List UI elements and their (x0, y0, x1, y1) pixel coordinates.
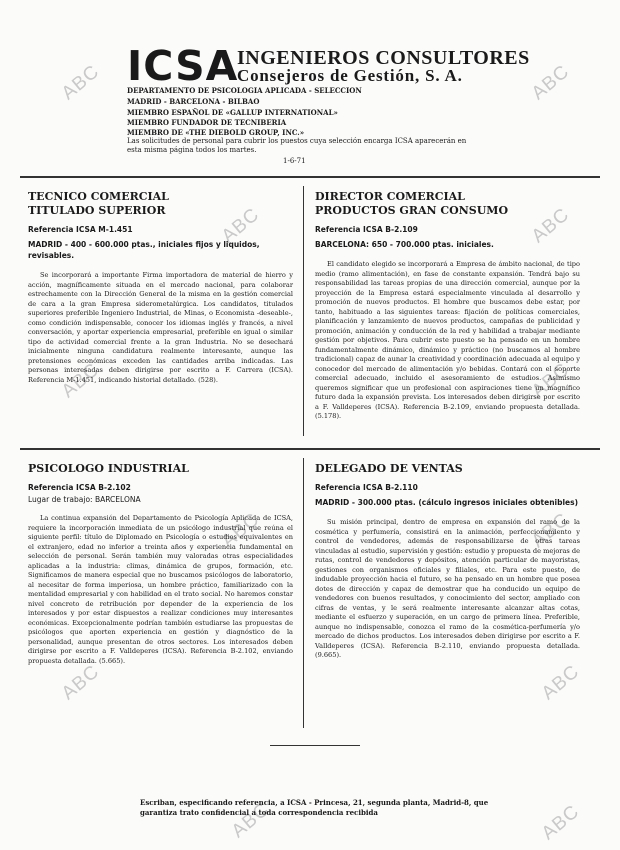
header-line: MIEMBRO DE «THE DIEBOLD GROUP, INC.» (127, 128, 305, 137)
ad-salary: MADRID - 400 - 600.000 ptas., iniciales fijos y liquidos, revisables. (28, 240, 260, 260)
header-note: Las solicitudes de personal para cubrir los puestos cuya selección encarga ICSA aparecerán en esta misma página todos los martes. (127, 137, 467, 154)
header-divider (20, 176, 600, 178)
watermark: ABC (57, 61, 104, 105)
ad-body: La continua expansión del Departamento de Psicología Aplicada de ICSA, requiere la incorporación inmediata de un psicólogo industrial que reúna el siguiente perfil: título de Diplomado en Psicología o estudios equivalentes en el extranjero, edad no inferior a treinta años y experiencia fundamental en selección de personal. Serán también muy valoradas otras especialidades aplicadas a la industria: climas, dinámica de grupos, formación, etc. Significamos de manera especial que no buscamos psicólogos de laboratorio, al necesitar de forma imperiosa, un hombre práctico, familiarizado con la mentalidad empresarial y con habilidad en el trato social. No haremos constar nivel concreto de retribución por depender de la experiencia de los interesados y por estar dispuestos a realizar condiciones muy interesantes económicas. Excepcionalmente podrían también estudiarse las propuestas de psicólogos que aporten experiencia en gestión y diagnóstico de la personalidad, aunque presentan de otros sectores. Los interesados deben dirigirse por escrito a F. Valldeperes (ICSA). Referencia B-2.102, enviando propuesta detallada. (5.665). (28, 514, 293, 665)
ad-salary: BARCELONA: 650 - 700.000 ptas. iniciales. (315, 240, 494, 249)
ad-reference: Referencia ICSA B-2.109 (315, 225, 418, 234)
ad-reference: Referencia ICSA B-2.110 (315, 483, 418, 492)
header-title: INGENIEROS CONSULTORES (237, 47, 530, 69)
company-logo: ICSA (127, 42, 239, 90)
ad-reference: Referencia ICSA M-1.451 (28, 225, 133, 234)
ad-body: El candidato elegido se incorporará a Empresa de ámbito nacional, de tipo medio (ramo alimentación), en fase de constante expansión. Tendrá bajo su responsabilidad las tareas propias de una dirección comercial, aunque por la proyección de la Empresa estará especialmente vinculada al desarrollo y promoción de nuevos productos. El hombre que buscamos debe estar, por tanto, habituado a las siguientes tareas: fijación de políticas comerciales, planificación y lanzamiento de nuevos productos, campañas de publicidad y promoción, animación y conducción de la red y habilidad a trabajar mediante gestión por objetivos. Para cubrir este puesto se ha pensado en un hombre fundamentalmente dinámico, dinámico y práctico (no buscamos al hombre tradicional) capaz de aunar la creatividad y coordinación adecuada al equipo y conocedor del mercado de alimentación y/o bebidas. Contará con el soporte comercial adecuado, incluido el asesoramiento de estudios. Asimismo queremos significar que un profesional con aspiraciones tiene un magnífico futuro dada la expansión prevista. Los interesados deben dirigirse por escrito a F. Valldeperes (ICSA). Referencia B-2.109, enviando propuesta detallada. (5.178). (315, 260, 580, 420)
watermark: ABC (537, 801, 584, 845)
watermark: ABC (527, 359, 574, 403)
ad-title: DIRECTOR COMERCIAL PRODUCTOS GRAN CONSUMO (315, 190, 509, 217)
ad-title: PSICOLOGO INDUSTRIAL (28, 462, 189, 475)
header-line: MIEMBRO ESPAÑOL DE «GALLUP INTERNATIONAL» (127, 108, 338, 117)
column-divider (303, 186, 304, 436)
ad-title: DELEGADO DE VENTAS (315, 462, 463, 475)
ad-salary: MADRID - 300.000 ptas. (cálculo ingresos iniciales obtenibles) (315, 498, 579, 507)
footer-instructions: Escriban, especificando referencia, a ICSA - Princesa, 21, segunda planta, Madrid-8, que garantiza trato confidencial a toda correspondencia recibida (140, 798, 489, 817)
header-line: MIEMBRO FUNDADOR DE TECNIBERIA (127, 118, 287, 127)
job-ad-delegado-ventas (315, 462, 580, 661)
ad-body: Su misión principal, dentro de empresa en expansión del ramo de la cosmética y perfumería, consistirá en la animación, perfeccionamiento y control de vendedores, además de responsabilizarse de otras tareas vinculadas al estudio, supervisión y gestión: estudio y propuesta de mejoras de rutas, control de vendedores y depósitos, atención particular de mayoristas, gestiones con organismos oficiales y filiales, etc. Para este puesto, de indudable proyección hacia el futuro, se ha pensado en un hombre que posea dotes de dirección y capaz de demostrar que ha conducido un equipo de vendedores con buenos resultados, y conocimiento del sector, ampliado con cifras de ventas, y le será realmente interesante alcanzar altas cotas, mediante el esfuerzo y superación, en un cargo de primera línea. Preferible, aunque no indispensable, conozca el ramo de la cosmética-perfumería y/o mercado de dichos productos. Los interesados deben dirigirse por escrito a F. Valldeperes (ICSA). Referencia B-2.110, enviando propuesta detallada. (9.665). (315, 518, 580, 659)
watermark: ABC (57, 661, 104, 705)
footer-divider (270, 745, 360, 746)
ad-location: Lugar de trabajo: BARCELONA (28, 495, 141, 504)
column-divider (303, 458, 304, 728)
watermark: ABC (537, 661, 584, 705)
watermark: ABC (217, 204, 264, 248)
ad-body: Se incorporará a importante Firma importadora de material de hierro y acción, magníficamente situada en el mercado nacional, para colaborar estrechamente con la Dirección General de la misma en la gestión comercial de cara a la gran Empresa siderometalúrgica. Los candidatos, titulados superiores preferible Ingeniero Industrial, de Minas, o Economista -deseable-, como condición indispensable, conocer los idiomas inglés y francés, a nivel conversación, y aportar experiencia empresarial, preferible en igual o similar tipo de actividad comercial frente a la gran Industria. No se desechará inicialmente ninguna candidatura realmente interesante, aunque las pretensiones económicas exceden las cantidades arriba indicadas. Las personas interesadas deben dirigirse por escrito a F. Carrera (ICSA). Referencia M-1.451, indicando historial detallado. (528). (28, 271, 293, 384)
job-ad-director-comercial (315, 190, 580, 422)
watermark: ABC (527, 509, 574, 553)
row-divider (20, 448, 600, 450)
watermark: ABC (527, 61, 574, 105)
header-subtitle: Consejeros de Gestión, S. A. (237, 66, 463, 85)
header-line: DEPARTAMENTO DE PSICOLOGIA APLICADA - SELECCION (127, 86, 362, 95)
job-ad-tecnico-comercial (28, 190, 293, 385)
watermark: ABC (527, 204, 574, 248)
watermark: ABC (57, 359, 104, 403)
issue-date: 1-6-71 (283, 157, 306, 165)
ad-title: TECNICO COMERCIAL TITULADO SUPERIOR (28, 190, 169, 217)
watermark: ABC (217, 509, 264, 553)
ad-reference: Referencia ICSA B-2.102 (28, 483, 131, 492)
header-line: MADRID - BARCELONA - BILBAO (127, 97, 260, 106)
watermark: ABC (227, 799, 274, 843)
job-ad-psicologo-industrial (28, 462, 293, 666)
